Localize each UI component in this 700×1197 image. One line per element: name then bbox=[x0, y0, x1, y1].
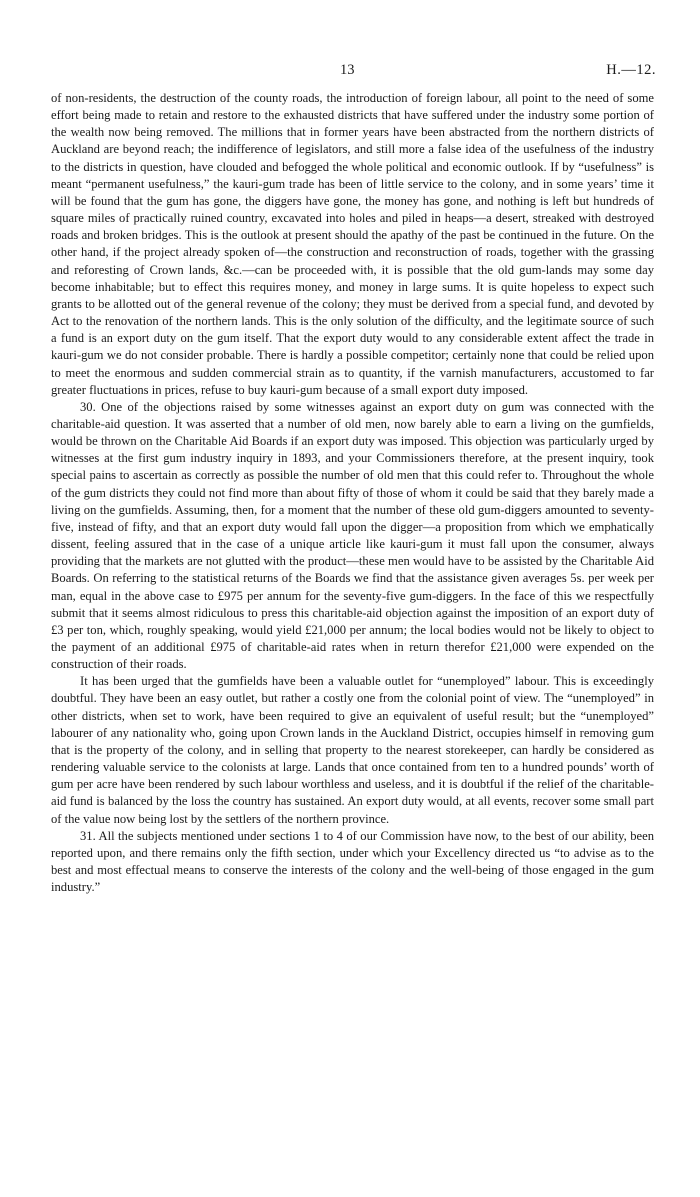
page-number: 13 bbox=[340, 62, 355, 78]
paragraph-unemployed-labour: It has been urged that the gumfields have been a valuable outlet for “unemployed” labour. This is exceedingly doubtful. They have been an easy outlet, but rather a costly one from the colonial point of view. The “unemployed” in other districts, when set to work, have been required to give an equivalent of useful result; but the “unemployed” labourer of any nationality who, going upon Crown lands in the Auckland District, occupies himself in removing gum that is the property of the colony, and in selling that property to the nearest storekeeper, can hardly be considered as rendering valuable service to the colonists at large. Lands that once contained from ten to a hundred pounds’ worth of gum per acre have been rendered by such labour worthless and useless, and it is doubtful if the relief of the charitable-aid fund is balanced by the loss the country has sustained. An export duty would, at all events, recover some small part of the value now being lost by the settlers of the northern province. bbox=[51, 674, 654, 826]
report-body bbox=[51, 90, 654, 896]
page-header bbox=[0, 62, 700, 82]
paragraph-31: 31. All the subjects mentioned under sections 1 to 4 of our Commission have now, to the best of our ability, been reported upon, and there remains only the fifth section, under which your Excellency directed us “to advise as to the best and most effectual means to conserve the interests of the colony and the well-being of those engaged in the gum industry.” bbox=[51, 828, 654, 895]
paragraph-30: 30. One of the objections raised by some witnesses against an export duty on gum was connected with the charitable-aid question. It was asserted that a number of old men, now barely able to earn a living on the gumfields, would be thrown on the Charitable Aid Boards if an export duty was imposed. This objection was particularly urged by witnesses at the first gum industry inquiry in 1893, and your Commissioners therefore, at the present inquiry, took special pains to ascertain as correctly as possible the number of old men that this could refer to. Throughout the whole of the gum districts they could not find more than about fifty of those of whom it could be said that they barely made a living on the gumfields. Assuming, then, for a moment that the number of these old gum-diggers amounted to seventy-five, instead of fifty, and that an export duty would fall upon the digger—a proposition from which we emphatically dissent, feeling assured that in the case of a unique article like kauri-gum it must fall upon the consumer, always providing that the markets are not glutted with the product—these men would have to be assisted by the Charitable Aid Boards. On referring to the statistical returns of the Boards we find that the assistance given averages 5s. per week per man, equal in the above case to £975 per annum for the seventy-five gum-diggers. In the face of this we respectfully submit that it seems almost ridiculous to press this charitable-aid objection against the imposition of an export duty of £3 per ton, which, roughly speaking, would yield £21,000 per annum; the local bodies would not be likely to object to the payment of an additional £975 of charitable-aid rates when in return therefor £21,000 were expended on the construction of their roads. bbox=[51, 399, 654, 672]
paragraph-continuation: of non-residents, the destruction of the county roads, the introduction of foreign labour, all point to the need of some effort being made to retain and restore to the exhausted districts that have suffered under the industry some portion of the wealth now being removed. The millions that in former years have been abstracted from the northern districts of Auckland are beyond reach; the indifference of legislators, and still more a false idea of the usefulness of the industry to the districts in question, have clouded and befogged the whole political and economic outlook. If by “usefulness” is meant “permanent usefulness,” the kauri-gum trade has been of little service to the colony, and in some years’ time it will be found that the gum has gone, the diggers have gone, the money has gone, and nothing is left but hundreds of square miles of practically ruined country, excavated into holes and piled in heaps—a desert, streaked with destroyed roads and broken bridges. This is the outlook at present should the apathy of the past be continued in the future. On the other hand, if the project already spoken of—the construction and reconstruction of roads, together with the grassing and reforesting of Crown lands, &c.—can be proceeded with, it is possible that the old gum-lands may some day become inhabitable; but to effect this requires money, and money in large sums. It is quite hopeless to expect such grants to be allotted out of the general revenue of the colony; they must be derived from a special fund, and devoted by Act to the renovation of the northern lands. This is the only solution of the difficulty, and the legitimate source of such a fund is an export duty on the gum itself. That the export duty would to any considerable extent affect the trade in kauri-gum we do not consider probable. There is hardly a possible competitor; certainly none that could be relied upon to meet the enormous and sudden commercial strain as to quantity, if the varnish manufacturers, accustomed to far greater fluctuations in prices, refuse to buy kauri-gum because of a small export duty imposed. bbox=[51, 91, 654, 397]
document-reference: H.—12. bbox=[606, 62, 656, 78]
